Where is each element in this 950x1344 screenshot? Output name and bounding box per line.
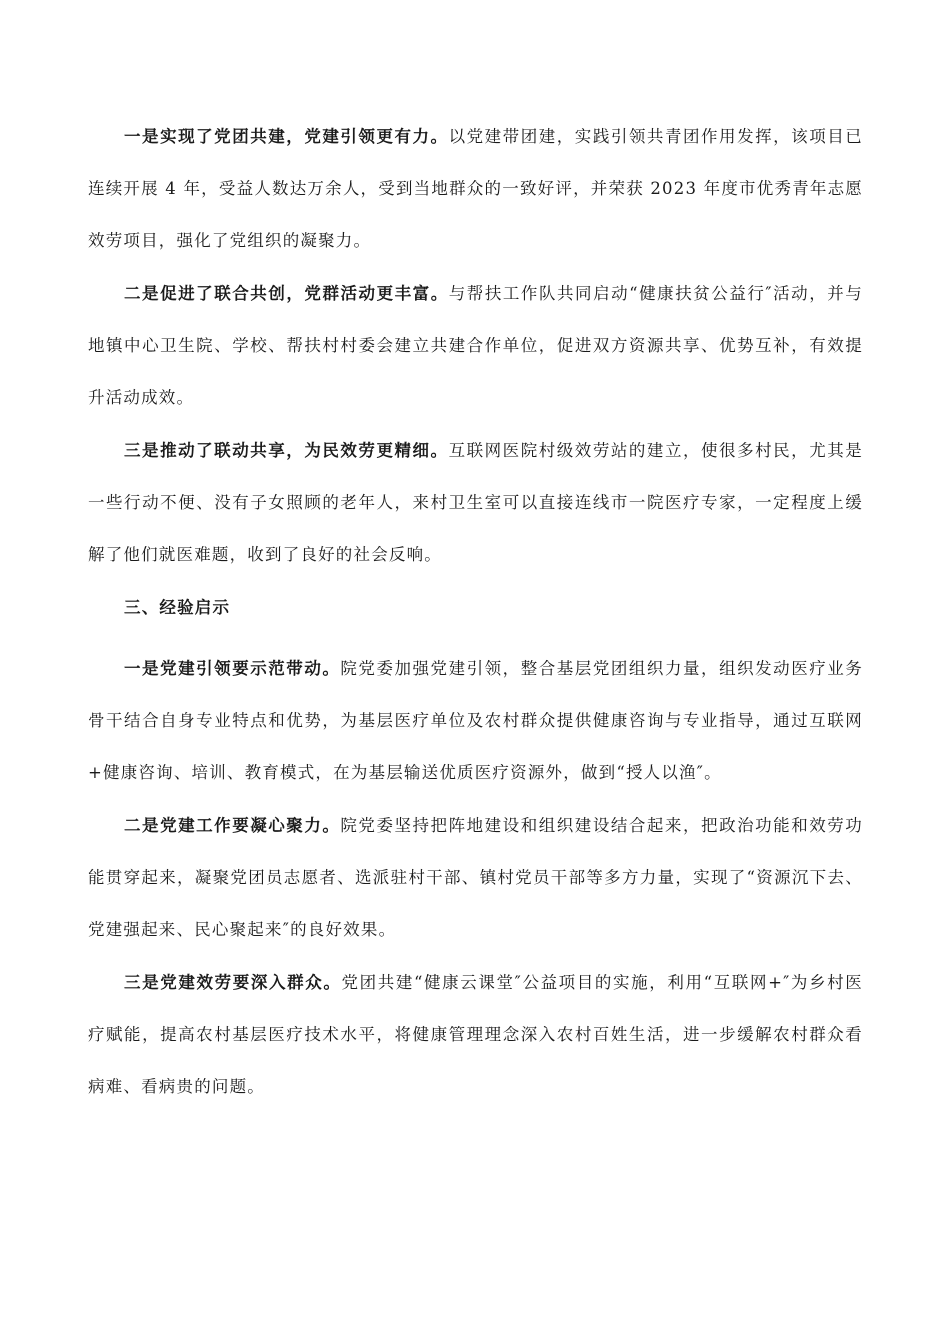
paragraph-lead: 二是党建工作要凝心聚力。 bbox=[124, 816, 341, 835]
paragraph-lead: 二是促进了联合共创，党群活动更丰富。 bbox=[124, 284, 449, 303]
paragraph-linked-sharing bbox=[88, 425, 863, 581]
paragraph-serve-the-people bbox=[88, 957, 863, 1113]
section-heading: 三、经验启示 bbox=[124, 598, 231, 617]
paragraph-party-youth-co-building bbox=[88, 111, 863, 267]
paragraph-lead-by-example bbox=[88, 643, 863, 799]
paragraph-joint-creation bbox=[88, 268, 863, 424]
paragraph-body: 与帮扶工作队共同启动“健康扶贫公益行″活动，并与地镇中心卫生院、学校、帮扶村村委会建立共建合作单位，促进双方资源共享、优势互补，有效提升活动成效。 bbox=[88, 284, 863, 407]
paragraph-body: 院党委坚持把阵地建设和组织建设结合起来，把政治功能和效劳功能贯穿起来，凝聚党团员志愿者、选派驻村干部、镇村党员干部等多方力量，实现了“资源沉下去、党建强起来、民心聚起来″的良好效果。 bbox=[88, 816, 863, 939]
paragraph-lead: 三是推动了联动共享，为民效劳更精细。 bbox=[124, 441, 449, 460]
paragraph-lead: 一是党建引领要示范带动。 bbox=[124, 659, 341, 678]
paragraph-body: 以党建带团建，实践引领共青团作用发挥，该项目已连续开展 4 年，受益人数达万余人，受到当地群众的一致好评，并荣获 2023 年度市优秀青年志愿效劳项目，强化了党组织的凝聚力。 bbox=[88, 127, 863, 250]
paragraph-body: 互联网医院村级效劳站的建立，使很多村民，尤其是一些行动不便、没有子女照顾的老年人，来村卫生室可以直接连线市一院医疗专家，一定程度上缓解了他们就医难题，收到了良好的社会反响。 bbox=[88, 441, 863, 564]
paragraph-unite-forces bbox=[88, 800, 863, 956]
paragraph-lead: 三是党建效劳要深入群众。 bbox=[124, 973, 342, 992]
paragraph-body: 院党委加强党建引领，整合基层党团组织力量，组织发动医疗业务骨干结合自身专业特点和优势，为基层医疗单位及农村群众提供健康咨询与专业指导，通过互联网+健康咨询、培训、教育模式，在为基层输送优质医疗资源外，做到“授人以渔″。 bbox=[88, 659, 863, 782]
paragraph-body: 党团共建“健康云课堂″公益项目的实施，利用“互联网+″为乡村医疗赋能，提高农村基层医疗技术水平，将健康管理理念深入农村百姓生活，进一步缓解农村群众看病难、看病贵的问题。 bbox=[88, 973, 863, 1096]
paragraph-lead: 一是实现了党团共建，党建引领更有力。 bbox=[124, 127, 449, 146]
